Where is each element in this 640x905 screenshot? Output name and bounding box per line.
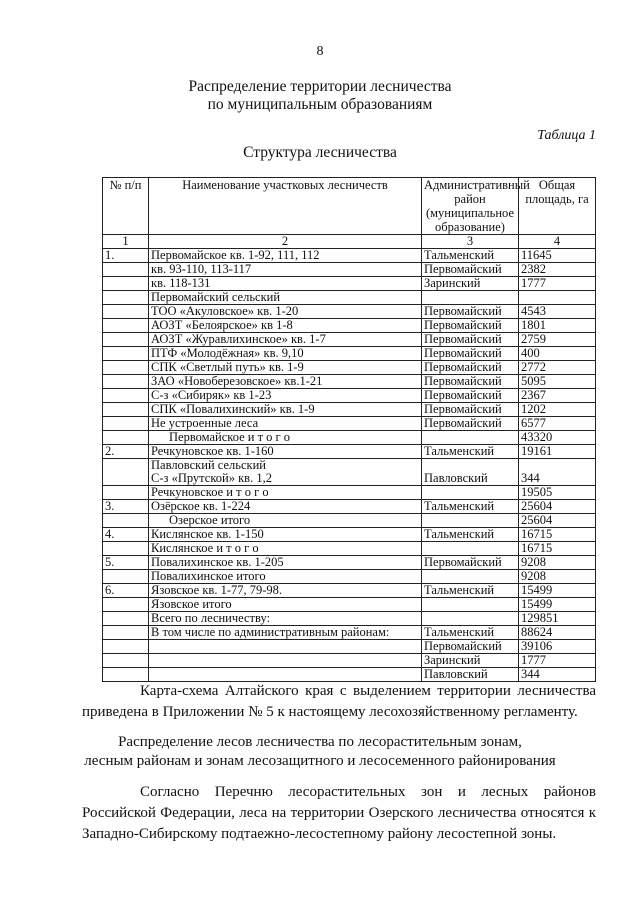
table-row	[103, 668, 596, 682]
table-row	[103, 445, 596, 459]
cell-num	[103, 403, 149, 417]
col-number: 4	[519, 235, 596, 249]
forestry-structure-table	[102, 177, 596, 682]
cell-name: В том числе по административным районам:	[149, 626, 422, 640]
cell-num	[103, 640, 149, 654]
cell-district: Первомайский	[422, 333, 519, 347]
cell-name: кв. 118-131	[149, 277, 422, 291]
cell-area: 9208	[519, 570, 596, 584]
cell-district	[422, 598, 519, 612]
cell-num: 6.	[103, 584, 149, 598]
cell-name: Павловский сельский С-з «Прутской» кв. 1,2	[149, 459, 422, 486]
cell-district: Первомайский	[422, 556, 519, 570]
cell-district: Первомайский	[422, 640, 519, 654]
cell-district	[422, 291, 519, 305]
cell-district	[422, 570, 519, 584]
cell-num	[103, 361, 149, 375]
cell-area: 5095	[519, 375, 596, 389]
cell-name: Язовское итого	[149, 598, 422, 612]
table-row	[103, 598, 596, 612]
cell-name: ЗАО «Новоберезовское» кв.1-21	[149, 375, 422, 389]
title-line-1: Распределение территории лесничества	[188, 78, 452, 95]
cell-num	[103, 598, 149, 612]
cell-district: Тальменский	[422, 584, 519, 598]
cell-area: 2367	[519, 389, 596, 403]
cell-area: 39106	[519, 640, 596, 654]
col-number: 2	[149, 235, 422, 249]
cell-num	[103, 263, 149, 277]
cell-area: 1777	[519, 654, 596, 668]
cell-name: ТОО «Акуловское» кв. 1-20	[149, 305, 422, 319]
table-row	[103, 514, 596, 528]
cell-area: 88624	[519, 626, 596, 640]
table-column-numbers-row	[103, 235, 596, 249]
cell-area: 11645	[519, 249, 596, 263]
col-number: 1	[103, 235, 149, 249]
cell-area: 344	[519, 668, 596, 682]
cell-district: Заринский	[422, 277, 519, 291]
table-row	[103, 542, 596, 556]
cell-num	[103, 389, 149, 403]
header-num: № п/п	[103, 178, 149, 235]
cell-district	[422, 431, 519, 445]
cell-area: 6577	[519, 417, 596, 431]
cell-name: СПК «Повалихинский» кв. 1-9	[149, 403, 422, 417]
cell-name	[149, 654, 422, 668]
cell-district: Первомайский	[422, 403, 519, 417]
col-number: 3	[422, 235, 519, 249]
cell-area: 15499	[519, 598, 596, 612]
cell-num	[103, 570, 149, 584]
cell-name: Не устроенные леса	[149, 417, 422, 431]
cell-district: Первомайский	[422, 417, 519, 431]
table-header-row	[103, 178, 596, 235]
table-row	[103, 626, 596, 640]
cell-num	[103, 291, 149, 305]
cell-district: Тальменский	[422, 626, 519, 640]
table-body	[103, 249, 596, 682]
section-heading-line-2: лесным районам и зонам лесозащитного и лесосеменного районирования	[84, 753, 556, 769]
table-row	[103, 500, 596, 514]
cell-name: Речкуновское кв. 1-160	[149, 445, 422, 459]
cell-num	[103, 459, 149, 486]
cell-num	[103, 486, 149, 500]
cell-district: Первомайский	[422, 375, 519, 389]
cell-district: Первомайский	[422, 305, 519, 319]
cell-district: Первомайский	[422, 319, 519, 333]
cell-area: 9208	[519, 556, 596, 570]
cell-num	[103, 417, 149, 431]
cell-name: Первомайское кв. 1-92, 111, 112	[149, 249, 422, 263]
cell-area: 1202	[519, 403, 596, 417]
page-number: 8	[316, 44, 324, 59]
cell-num: 4.	[103, 528, 149, 542]
table-row	[103, 403, 596, 417]
cell-num	[103, 347, 149, 361]
cell-area: 2772	[519, 361, 596, 375]
table-row	[103, 584, 596, 598]
page-title	[0, 78, 640, 114]
table-row	[103, 249, 596, 263]
cell-name: АОЗТ «Журавлихинское» кв. 1-7	[149, 333, 422, 347]
cell-num	[103, 431, 149, 445]
cell-area: 1777	[519, 277, 596, 291]
cell-area: 4543	[519, 305, 596, 319]
cell-num	[103, 542, 149, 556]
table-row	[103, 263, 596, 277]
cell-name: Кислянское кв. 1-150	[149, 528, 422, 542]
cell-name: Озерское итого	[149, 514, 422, 528]
table-row	[103, 291, 596, 305]
cell-name: С-з «Сибиряк» кв 1-23	[149, 389, 422, 403]
cell-name: Всего по лесничеству:	[149, 612, 422, 626]
cell-num	[103, 277, 149, 291]
cell-district: Заринский	[422, 654, 519, 668]
cell-area: 16715	[519, 528, 596, 542]
cell-num: 2.	[103, 445, 149, 459]
cell-num: 1.	[103, 249, 149, 263]
cell-district: Первомайский	[422, 263, 519, 277]
cell-district: Первомайский	[422, 347, 519, 361]
cell-area: 19161	[519, 445, 596, 459]
cell-num	[103, 305, 149, 319]
cell-district: Павловский	[422, 459, 519, 486]
table-row	[103, 319, 596, 333]
cell-num	[103, 333, 149, 347]
table-row	[103, 333, 596, 347]
header-name: Наименование участковых лесничеств	[149, 178, 422, 235]
cell-num	[103, 654, 149, 668]
cell-name: Первомайское и т о г о	[149, 431, 422, 445]
paragraph-forest-zones: Согласно Перечню лесорастительных зон и лесных районов Российской Федерации, леса на территории Озерского лесничества относятся к Западно-Сибирскому подтаежно-лесостепному району лесостепной зоны.	[82, 784, 596, 842]
table-row	[103, 612, 596, 626]
cell-district: Первомайский	[422, 389, 519, 403]
cell-area: 344	[519, 459, 596, 486]
cell-name	[149, 640, 422, 654]
table-row	[103, 640, 596, 654]
cell-area: 129851	[519, 612, 596, 626]
cell-area: 19505	[519, 486, 596, 500]
cell-name: ПТФ «Молодёжная» кв. 9,10	[149, 347, 422, 361]
cell-name: СПК «Светлый путь» кв. 1-9	[149, 361, 422, 375]
cell-name: Речкуновское и т о г о	[149, 486, 422, 500]
cell-district: Тальменский	[422, 249, 519, 263]
cell-area: 2382	[519, 263, 596, 277]
table-row	[103, 375, 596, 389]
cell-num	[103, 319, 149, 333]
cell-num: 3.	[103, 500, 149, 514]
table-row	[103, 417, 596, 431]
cell-num	[103, 612, 149, 626]
cell-num	[103, 375, 149, 389]
table-row	[103, 389, 596, 403]
paragraph-map-reference: Карта-схема Алтайского края с выделением территории лесничества приведена в Приложении № 5 к настоящему лесохозяйственному регламенту.	[82, 683, 596, 720]
cell-name: Повалихинское итого	[149, 570, 422, 584]
table-row	[103, 528, 596, 542]
cell-district: Тальменский	[422, 528, 519, 542]
cell-area: 25604	[519, 514, 596, 528]
cell-name: Язовское кв. 1-77, 79-98.	[149, 584, 422, 598]
table-row	[103, 486, 596, 500]
cell-name: Повалихинское кв. 1-205	[149, 556, 422, 570]
cell-name: Кислянское и т о г о	[149, 542, 422, 556]
section-heading	[0, 733, 640, 771]
table-row	[103, 570, 596, 584]
header-area: Общая площадь, га	[519, 178, 596, 235]
cell-district: Павловский	[422, 668, 519, 682]
table-row	[103, 654, 596, 668]
cell-district	[422, 486, 519, 500]
cell-area: 1801	[519, 319, 596, 333]
cell-area: 25604	[519, 500, 596, 514]
cell-area: 400	[519, 347, 596, 361]
table-row	[103, 347, 596, 361]
cell-num	[103, 668, 149, 682]
table-label: Таблица 1	[537, 128, 596, 143]
table-row	[103, 459, 596, 486]
cell-district	[422, 612, 519, 626]
cell-district: Тальменский	[422, 500, 519, 514]
cell-area: 2759	[519, 333, 596, 347]
cell-area: 15499	[519, 584, 596, 598]
title-line-2: по муниципальным образованиям	[207, 96, 433, 113]
cell-name: Озёрское кв. 1-224	[149, 500, 422, 514]
section-heading-line-1: Распределение лесов лесничества по лесорастительным зонам,	[118, 734, 522, 750]
cell-district: Первомайский	[422, 361, 519, 375]
table-row	[103, 431, 596, 445]
cell-num	[103, 514, 149, 528]
cell-district	[422, 542, 519, 556]
cell-name: Первомайский сельский	[149, 291, 422, 305]
cell-name	[149, 668, 422, 682]
table-title: Структура лесничества	[243, 144, 397, 161]
table-row	[103, 361, 596, 375]
cell-area: 16715	[519, 542, 596, 556]
cell-area: 43320	[519, 431, 596, 445]
cell-area	[519, 291, 596, 305]
header-district: Административный район (муниципальное образование)	[422, 178, 519, 235]
table-row	[103, 305, 596, 319]
table-row	[103, 556, 596, 570]
cell-name: кв. 93-110, 113-117	[149, 263, 422, 277]
cell-name: АОЗТ «Белоярское» кв 1-8	[149, 319, 422, 333]
cell-district	[422, 514, 519, 528]
cell-num: 5.	[103, 556, 149, 570]
cell-num	[103, 626, 149, 640]
cell-district: Тальменский	[422, 445, 519, 459]
table-row	[103, 277, 596, 291]
